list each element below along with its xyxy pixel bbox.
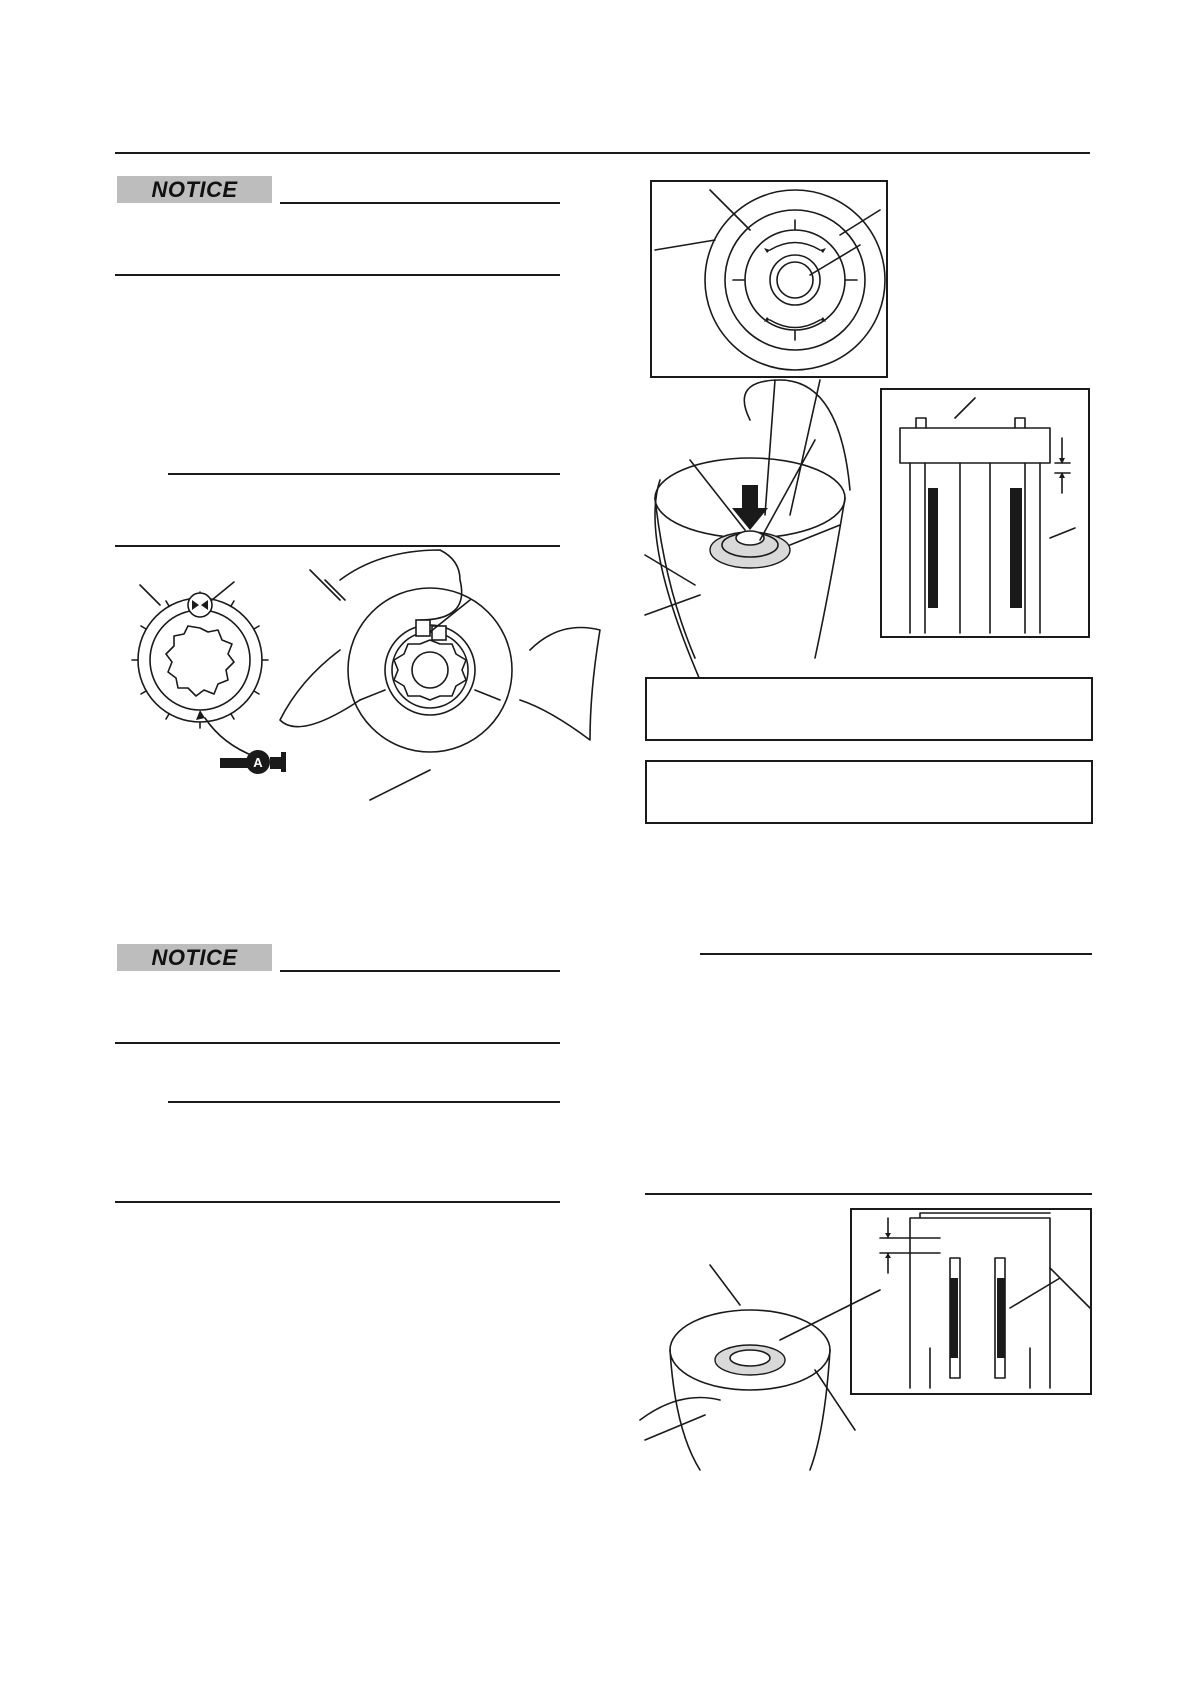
propeller-washer-illustration xyxy=(130,560,570,810)
toothed-washer-drawing xyxy=(132,582,286,774)
notice-2-rule xyxy=(280,970,560,972)
notice-label-1: NOTICE xyxy=(117,176,272,203)
note-1-rule xyxy=(168,473,560,475)
spec-box-2 xyxy=(645,760,1093,824)
propeller-hub-install-drawing xyxy=(640,380,900,660)
note-2-end-rule xyxy=(115,1201,560,1203)
note-2-rule xyxy=(168,1101,560,1103)
propeller-hub-installed-drawing xyxy=(640,1240,900,1460)
notice-1-rule xyxy=(280,202,560,204)
notice-2-end-rule xyxy=(115,1042,560,1044)
propeller-drawing xyxy=(280,550,600,800)
note-3-end-rule xyxy=(645,1193,1092,1195)
note-3-rule xyxy=(700,953,1092,955)
cross-section-drawing-1 xyxy=(880,388,1090,638)
notice-1-end-rule xyxy=(115,274,560,276)
thrust-washer-detail-drawing xyxy=(650,180,888,378)
lubricant-mark: A xyxy=(253,755,263,770)
note-1-end-rule xyxy=(115,545,560,547)
header-rule xyxy=(115,152,1090,154)
spec-box-1 xyxy=(645,677,1093,741)
notice-label-2: NOTICE xyxy=(117,944,272,971)
